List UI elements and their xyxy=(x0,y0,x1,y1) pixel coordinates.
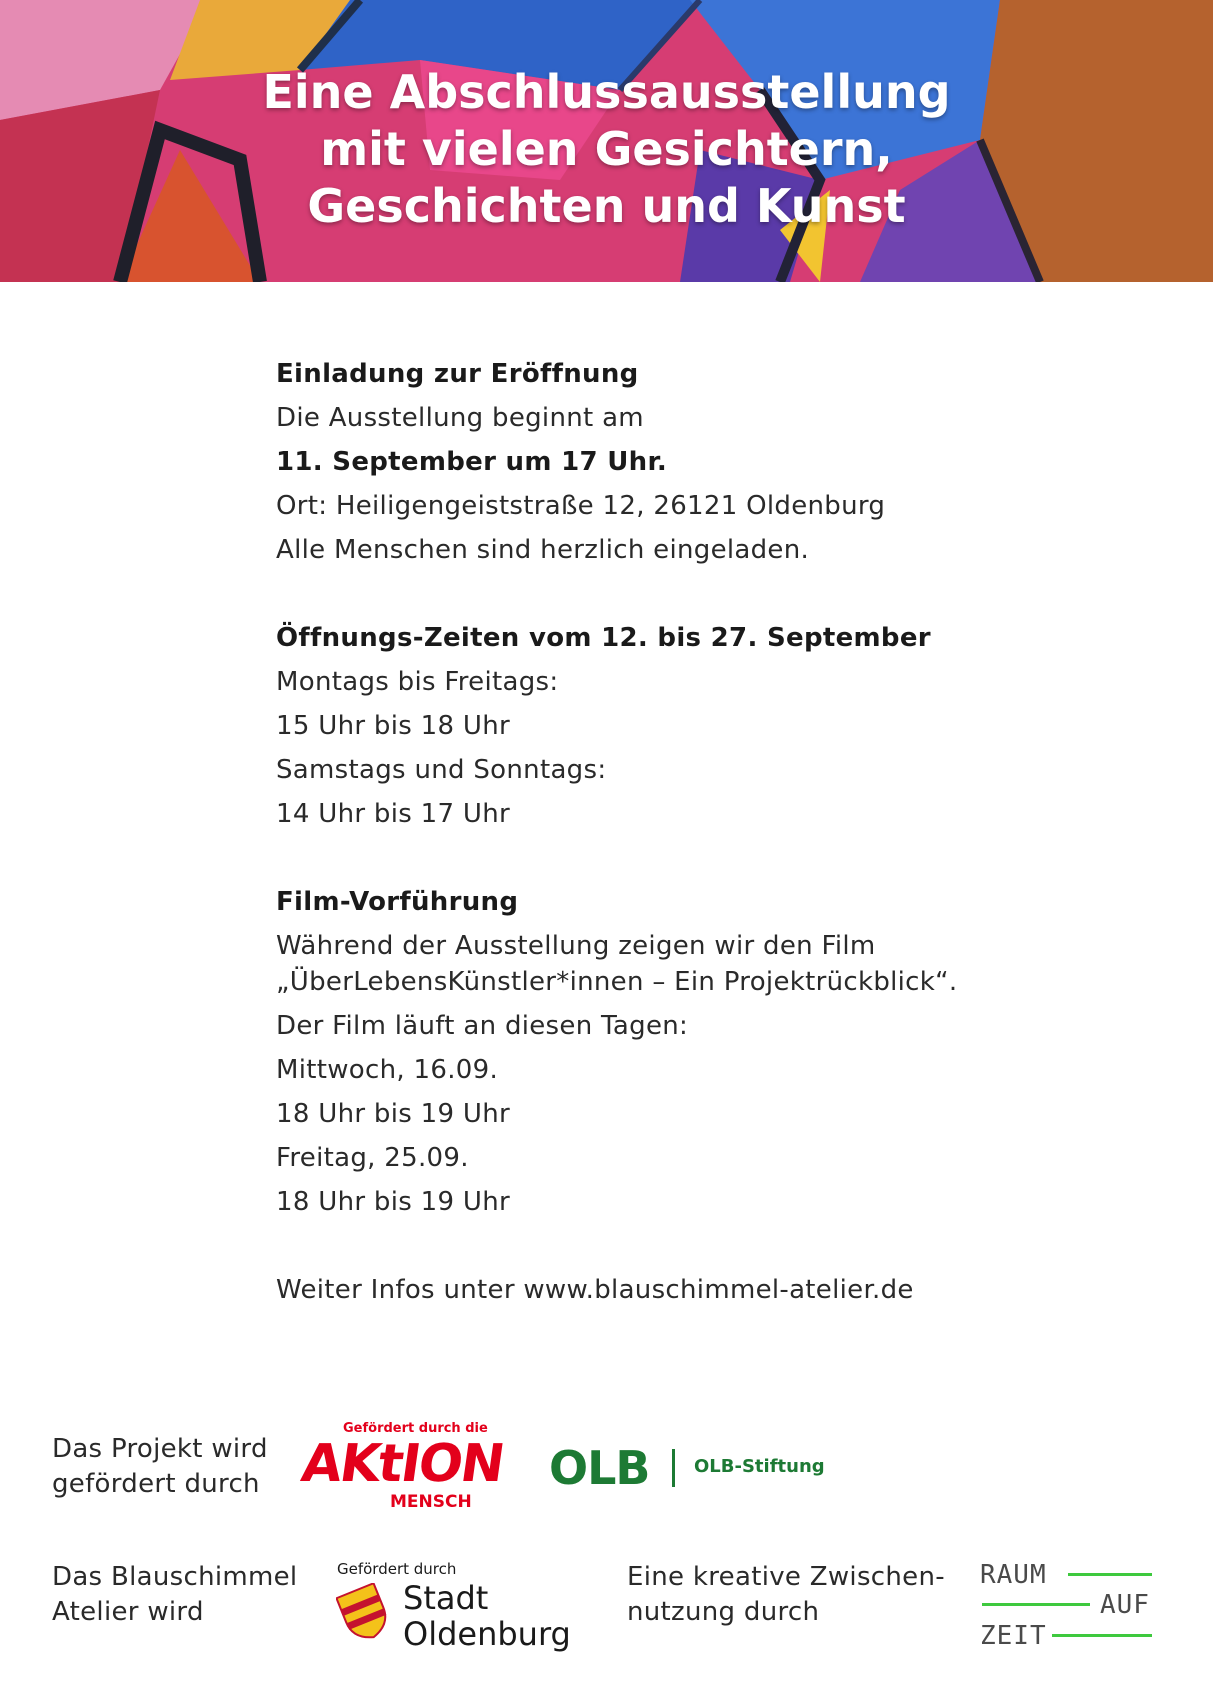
aktion-mensch-wordmark: AKtION xyxy=(297,1434,507,1494)
more-info-link[interactable]: Weiter Infos unter www.blauschimmel-atelier.de xyxy=(276,1275,914,1305)
atelier-funded-label xyxy=(52,1560,297,1630)
olb-stiftung-name: OLB-Stiftung xyxy=(694,1456,825,1477)
project-funded-line-1: Das Projekt wird xyxy=(52,1434,268,1464)
raz-line-1 xyxy=(1068,1573,1152,1576)
interim-use-line-2: nutzung durch xyxy=(627,1597,820,1627)
raz-word-raum: RAUM xyxy=(980,1560,1047,1590)
raz-line-2 xyxy=(982,1603,1090,1606)
film-days-label: Der Film läuft an diesen Tagen: xyxy=(276,1011,689,1041)
event-details xyxy=(276,352,976,1312)
stadt-name-line-2: Oldenburg xyxy=(403,1615,571,1653)
olb-divider xyxy=(672,1449,675,1487)
interim-use-label xyxy=(627,1560,945,1630)
weekend-label: Samstags und Sonntags: xyxy=(276,755,607,785)
project-funded-label xyxy=(52,1432,268,1502)
raz-word-auf: AUF xyxy=(1100,1590,1150,1620)
weekdays-time: 15 Uhr bis 18 Uhr xyxy=(276,711,510,741)
banner-title-line-3: Geschichten und Kunst xyxy=(307,179,906,233)
invitation-line: Die Ausstellung beginnt am xyxy=(276,403,644,433)
film-day-1-time: 18 Uhr bis 19 Uhr xyxy=(276,1099,510,1129)
weekdays-label: Montags bis Freitags: xyxy=(276,667,559,697)
stadt-name-line-1: Stadt xyxy=(403,1579,489,1617)
city-coat-of-arms-icon xyxy=(336,1583,392,1643)
interim-use-line-1: Eine kreative Zwischen- xyxy=(627,1562,945,1592)
welcome-text: Alle Menschen sind herzlich eingeladen. xyxy=(276,535,810,565)
film-day-1: Mittwoch, 16.09. xyxy=(276,1055,499,1085)
project-funded-line-2: gefördert durch xyxy=(52,1469,260,1499)
olb-mark: OLB xyxy=(549,1441,650,1495)
film-intro-line-1: Während der Ausstellung zeigen wir den Film xyxy=(276,931,876,961)
atelier-funded-line-1: Das Blauschimmel xyxy=(52,1562,298,1592)
stadt-name xyxy=(403,1580,571,1652)
raz-word-zeit: ZEIT xyxy=(980,1621,1047,1651)
banner-title-line-2: mit vielen Gesichtern, xyxy=(320,122,893,176)
film-intro-line-2: „ÜberLebensKünstler*innen – Ein Projektrückblick“. xyxy=(276,967,958,997)
header-banner xyxy=(0,0,1213,282)
film-heading: Film-Vorführung xyxy=(276,887,519,917)
banner-title xyxy=(0,64,1213,235)
stadt-tagline: Gefördert durch xyxy=(337,1560,457,1578)
film-day-2: Freitag, 25.09. xyxy=(276,1143,469,1173)
location: Ort: Heiligengeiststraße 12, 26121 Oldenburg xyxy=(276,491,886,521)
banner-title-line-1: Eine Abschlussausstellung xyxy=(262,65,951,119)
atelier-funded-line-2: Atelier wird xyxy=(52,1597,204,1627)
aktion-mensch-sub: MENSCH xyxy=(390,1492,472,1512)
weekend-time: 14 Uhr bis 17 Uhr xyxy=(276,799,510,829)
hours-heading: Öffnungs-Zeiten vom 12. bis 27. September xyxy=(276,623,931,653)
aktion-mensch-tagline: Gefördert durch die xyxy=(343,1421,488,1436)
raz-line-3 xyxy=(1052,1634,1152,1637)
opening-date: 11. September um 17 Uhr. xyxy=(276,447,668,477)
film-day-2-time: 18 Uhr bis 19 Uhr xyxy=(276,1187,510,1217)
invitation-heading: Einladung zur Eröffnung xyxy=(276,359,639,389)
film-intro xyxy=(276,924,976,1004)
